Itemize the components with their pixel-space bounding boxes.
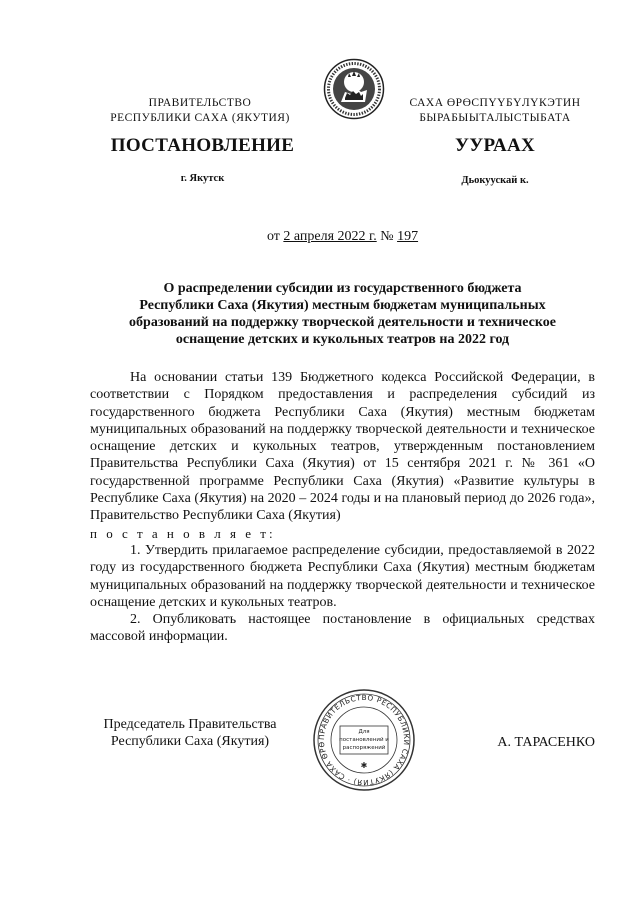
number-sign: № bbox=[380, 229, 394, 244]
seal-inner-line-3: распоряжений bbox=[342, 745, 386, 751]
seal-ring-text: ПРАВИТЕЛЬСТВО РЕСПУБЛИКИ САХА (ЯКУТИЯ) · САХА ӨРӨ bbox=[316, 692, 412, 788]
number-value: 197 bbox=[397, 229, 419, 244]
item-2: 2. Опубликовать настоящее постановление в официальных средствах массовой информации. bbox=[90, 612, 595, 645]
item-1: 1. Утвердить прилагаемое распределение субсидии, предоставляемой в 2022 году из государственного бюджета Республики Саха (Якутия) местным бюджетам муниципальных образований на поддержку творческой деятельности и техническое оснащение детских и кукольных театров. bbox=[90, 542, 595, 610]
header-left-line1: ПРАВИТЕЛЬСТВО bbox=[148, 97, 252, 109]
doc-type-ru: ПОСТАНОВЛЕНИЕ bbox=[110, 135, 295, 156]
yakutia-coat-of-arms-icon bbox=[323, 58, 385, 120]
seal-inner-line-2: постановлений и bbox=[339, 737, 389, 743]
title-line-4: оснащение детских и кукольных театров на 2022 год bbox=[175, 332, 510, 347]
doc-body bbox=[90, 369, 595, 646]
header-right-line2: БЫРАБЫЫТАЛЫСТЫБАТА bbox=[419, 112, 571, 124]
date-prefix: от bbox=[266, 229, 280, 244]
title-line-1: О распределении субсидии из государственного бюджета bbox=[163, 281, 522, 296]
header-right bbox=[395, 96, 595, 126]
position-line-1: Председатель Правительства bbox=[103, 717, 277, 732]
date-value: 2 апреля 2022 г. bbox=[283, 229, 377, 244]
city-sakha: Дьокуускай к. bbox=[461, 175, 529, 186]
doc-title bbox=[90, 280, 595, 348]
signature-position bbox=[90, 716, 290, 750]
seal-inner-line-1: Для bbox=[358, 729, 370, 735]
title-line-2: Республики Саха (Якутия) местным бюджетам муниципальных bbox=[139, 298, 546, 313]
position-line-2: Республики Саха (Якутия) bbox=[110, 734, 270, 749]
doc-type-sakha: УУРААХ bbox=[454, 135, 536, 156]
header-left-line2: РЕСПУБЛИКИ САХА (ЯКУТИЯ) bbox=[110, 112, 290, 124]
doc-date-number bbox=[90, 229, 595, 245]
header-right-line1: САХА ӨРӨСПҮҮБҮЛҮКЭТИН bbox=[409, 97, 581, 109]
signatory-name: А. ТАРАСЕНКО bbox=[497, 735, 595, 750]
header-left bbox=[95, 96, 305, 126]
decree-word: п о с т а н о в л я е т: bbox=[90, 525, 276, 541]
svg-text:✱: ✱ bbox=[360, 761, 368, 770]
city-ru: г. Якутск bbox=[180, 173, 225, 184]
official-seal-icon bbox=[312, 688, 416, 792]
title-line-3: образований на поддержку творческой деятельности и техническое bbox=[129, 315, 556, 330]
preamble: На основании статьи 139 Бюджетного кодекса Российской Федерации, в соответствии с Порядком предоставления и распределения субсидий из государственного бюджета Республики Саха (Якутия) местным бюджетам муниципальных образований на поддержку творческой деятельности и техническое оснащение детских и кукольных театров, утвержденным постановлением Правительства Республики Саха (Якутия) от 15 сентября 2021 г. № 361 «О государственной программе Республики Саха (Якутия) «Развитие культуры в Республике Саха (Якутия) на 2020 – 2024 годы и на плановый период до 2026 года», Правительство Республики Саха (Якутия) bbox=[90, 370, 595, 524]
